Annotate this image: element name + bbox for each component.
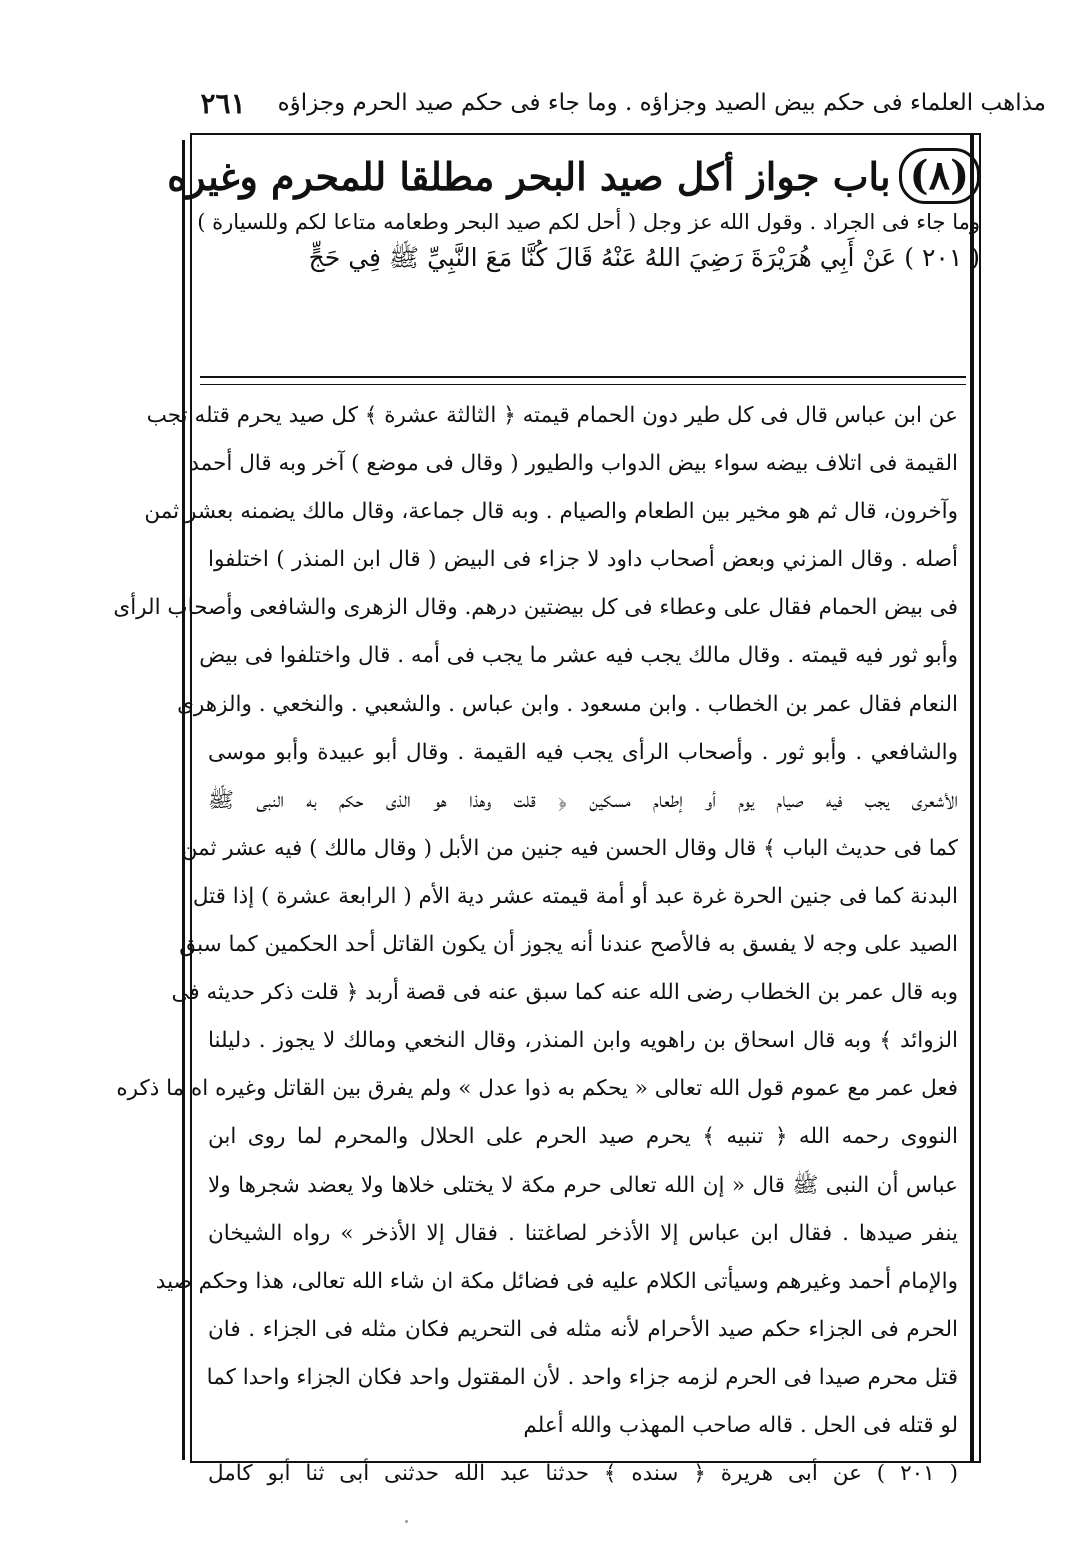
text-line: وأبو ثور فيه قيمته . وقال مالك يجب فيه عشر ما يجب فى أمه . قال واختلفوا فى بيض	[199, 643, 958, 669]
chapter-heading	[167, 148, 980, 293]
text-line: البدنة كما فى جنين الحرة غرة عبد أو أمة قيمته عشر دية الأم ( الرابعة عشرة ) إذا قتل	[192, 883, 958, 909]
text-line: قتل محرم صيدا فى الحرم لزمه جزاء واحد . لأن المقتول واحد فكان الجزاء واحدا كما	[206, 1364, 958, 1390]
text-line: والإمام أحمد وغيرهم وسيأتى الكلام عليه فى فضائل مكة ان شاء الله تعالى، هذا وحكم صيد	[155, 1268, 958, 1294]
text-line: أصله . وقال المزني وبعض أصحاب داود لا جزاء فى البيض ( قال ابن المنذر ) اختلفوا	[208, 547, 958, 573]
text-line: عن ابن عباس قال فى كل طير دون الحمام قيمته ﴿ الثالثة عشرة ﴾ كل صيد يحرم قتله تجب	[146, 403, 958, 428]
text-line: وآخرون، قال ثم هو مخير بين الطعام والصيام . وبه قال جماعة، وقال مالك يضمنه بعشر ثمن	[144, 499, 958, 525]
text-line: الزوائد ﴾ وبه قال اسحاق بن راهويه وابن المنذر، وقال النخعي ومالك لا يجوز . دليلنا	[208, 1028, 958, 1054]
chapter-subtitle: وما جاء فى الجراد . وقول الله عز وجل ( أحل لكم صيد البحر وطعامه متاعا لكم وللسيارة )	[197, 210, 980, 234]
chapter-number: (٨)	[899, 148, 980, 204]
page-number: ٢٦١	[200, 86, 246, 120]
text-line: عباس أن النبى ﷺ قال « إن الله تعالى حرم مكة لا يختلى خلاها ولا يعضد شجرها ولا	[208, 1172, 958, 1198]
text-line: ينفر صيدها . فقال ابن عباس إلا الأذخر لصاغتنا . فقال إلا الأذخر » رواه الشيخان	[208, 1220, 958, 1246]
hadith-opening: ( ٢٠١ ) عَنْ أَبِي هُرَيْرَةَ رَضِيَ اللهُ عَنْهُ قَالَ كُنَّا مَعَ النَّبِيِّ ﷺ فِي حَجٍّ	[308, 243, 980, 272]
scan-speck	[405, 1520, 408, 1523]
chapter-title: باب جواز أكل صيد البحر مطلقا للمحرم وغيره	[167, 153, 891, 199]
text-line: الصيد على وجه لا يفسق به فالأصح عندنا أنه يجوز أن يكون القاتل أحد الحكمين كما سبق	[179, 932, 958, 958]
text-line: النووى رحمه الله ﴿ تنبيه ﴾ يحرم صيد الحرم على الحلال والمحرم لما روى ابن	[208, 1124, 958, 1150]
running-header	[180, 80, 1046, 126]
text-line: الأشعرى يجب فيه صيام يوم أو إطعام مسكين ﴿ قلت وهذا هو الذى حكم به النبى ﷺ	[208, 787, 958, 813]
text-line: كما فى حديث الباب ﴾ قال وقال الحسن فيه جنين من الأبل ( وقال مالك ) فيه عشر ثمن	[181, 835, 958, 861]
commentary-text	[113, 392, 958, 1498]
text-line: النعام فقال عمر بن الخطاب . وابن مسعود . وابن عباس . والشعبي . والنخعي . والزهرى	[177, 691, 958, 717]
text-line: والشافعي . وأبو ثور . وأصحاب الرأى يجب فيه القيمة . وقال أبو عبيدة وأبو موسى	[208, 739, 958, 765]
frame-right-rule	[970, 133, 974, 1463]
hadith-chain-line: ( ٢٠١ ) عن أبى هريرة ﴿ سنده ﴾ حدثنا عبد الله حدثنى أبى ثنا أبو كامل	[208, 1461, 958, 1487]
running-title: مذاهب العلماء فى حكم بيض الصيد وجزاؤه . وما جاء فى حكم صيد الحرم وجزاؤه	[277, 90, 1046, 116]
text-line: القيمة فى اتلاف بيضه سواء بيض الدواب والطيور ( وقال فى موضع ) آخر وبه قال أحمد	[189, 451, 958, 477]
text-line: لو قتله فى الحل . قاله صاحب المهذب والله أعلم	[523, 1412, 958, 1438]
chapter-title-row	[167, 148, 980, 204]
text-line: الحرم فى الجزاء حكم صيد الأحرام لأنه مثله فى التحريم فكان مثله فى الجزاء . فان	[208, 1316, 958, 1342]
text-line: وبه قال عمر بن الخطاب رضى الله عنه كما سبق عنه فى قصة أربد ﴿ قلت ذكر حديثه فى	[171, 980, 958, 1006]
text-line: فى بيض الحمام فقال على وعطاء فى كل بيضتين درهم. وقال الزهرى والشافعى وأصحاب الرأى	[113, 595, 958, 621]
section-divider	[200, 376, 966, 385]
text-line: فعل عمر مع عموم قول الله تعالى « يحكم به ذوا عدل » ولم يفرق بين القاتل وغيره اه ما ذكره	[116, 1076, 958, 1102]
